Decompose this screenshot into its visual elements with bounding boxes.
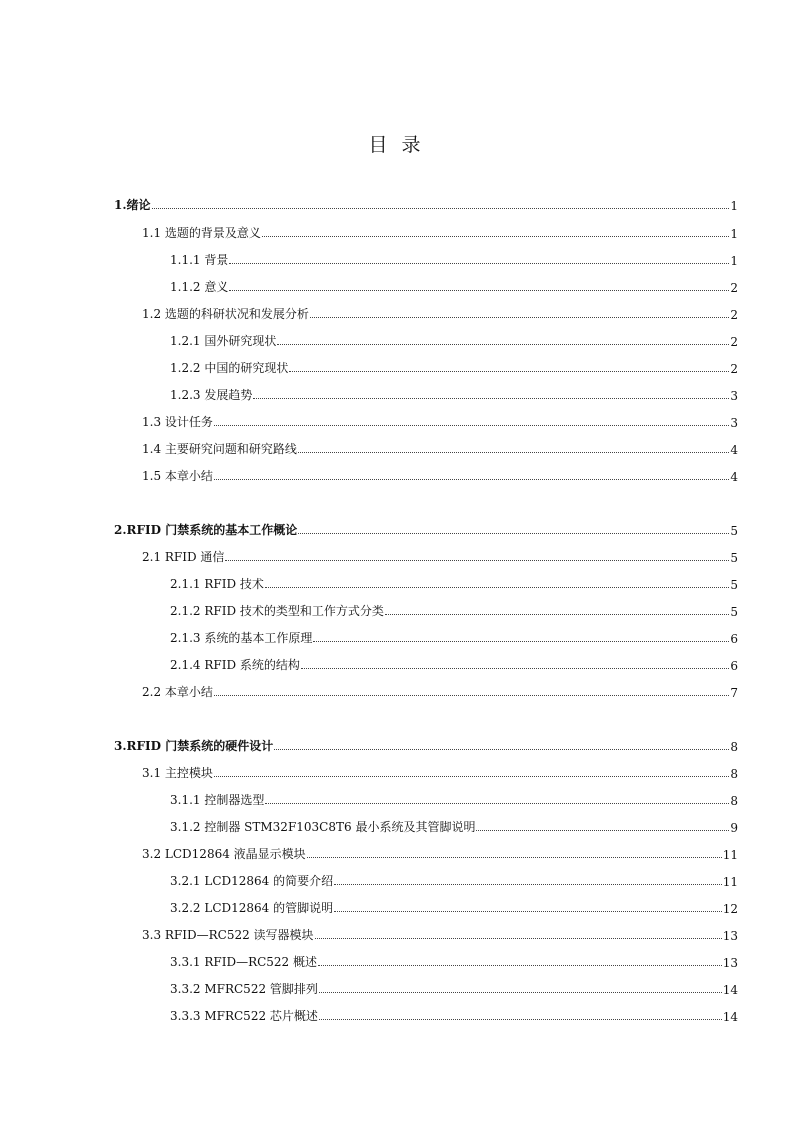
toc-entry-page: 1 bbox=[730, 199, 738, 213]
toc-entry[interactable] bbox=[170, 898, 738, 916]
toc-entry-page: 3 bbox=[730, 389, 738, 403]
toc-entry-label: 3.3.2 MFRC522 管脚排列 bbox=[170, 982, 318, 996]
toc-entry-page: 2 bbox=[730, 281, 738, 295]
dot-leader bbox=[334, 884, 722, 885]
toc-entry-page: 3 bbox=[730, 416, 738, 430]
toc-title: 目 录 bbox=[368, 134, 425, 156]
dot-leader bbox=[265, 803, 729, 804]
toc-entry-page: 8 bbox=[730, 767, 738, 781]
toc-entry[interactable] bbox=[114, 520, 738, 538]
toc-entry-page: 1 bbox=[730, 254, 738, 268]
dot-leader bbox=[313, 641, 729, 642]
toc-entry[interactable] bbox=[170, 250, 738, 268]
toc-entry-page: 5 bbox=[730, 605, 738, 619]
toc-entry[interactable] bbox=[170, 871, 738, 889]
toc-entry[interactable] bbox=[170, 358, 738, 376]
toc-entry-label: 3.2.1 LCD12864 的简要介绍 bbox=[170, 874, 334, 888]
toc-entry[interactable] bbox=[170, 817, 738, 835]
toc-entry-page: 13 bbox=[722, 929, 738, 943]
toc-entry-label: 1.2 选题的科研状况和发展分析 bbox=[142, 307, 309, 321]
toc-entry-page: 5 bbox=[730, 551, 738, 565]
toc-entry-label: 2.1.2 RFID 技术的类型和工作方式分类 bbox=[170, 604, 384, 618]
dot-leader bbox=[214, 695, 729, 696]
toc-entry[interactable] bbox=[142, 925, 738, 943]
toc-entry-label: 1.1.1 背景 bbox=[170, 253, 229, 267]
dot-leader bbox=[310, 317, 729, 318]
dot-leader bbox=[229, 290, 729, 291]
toc-entry-page: 6 bbox=[730, 632, 738, 646]
toc-entry[interactable] bbox=[170, 655, 738, 673]
toc-entry[interactable] bbox=[114, 736, 738, 754]
dot-leader bbox=[225, 560, 729, 561]
toc-entry-page: 13 bbox=[722, 956, 738, 970]
toc-entry[interactable] bbox=[170, 979, 738, 997]
toc-entry-label: 1.4 主要研究问题和研究路线 bbox=[142, 442, 297, 456]
toc-entry-page: 9 bbox=[730, 821, 738, 835]
toc-entry-label: 2.1.3 系统的基本工作原理 bbox=[170, 631, 313, 645]
toc-entry-label: 3.2.2 LCD12864 的管脚说明 bbox=[170, 901, 334, 915]
toc-entry-page: 8 bbox=[730, 794, 738, 808]
toc-entry-page: 11 bbox=[722, 848, 738, 862]
toc-entry-page: 2 bbox=[730, 308, 738, 322]
dot-leader bbox=[229, 263, 729, 264]
dot-leader bbox=[319, 992, 722, 993]
toc-entry[interactable] bbox=[170, 331, 738, 349]
dot-leader bbox=[319, 1019, 722, 1020]
dot-leader bbox=[265, 587, 729, 588]
dot-leader bbox=[253, 398, 729, 399]
toc-entry[interactable] bbox=[142, 439, 738, 457]
toc-entry-page: 14 bbox=[722, 1010, 738, 1024]
toc-entry[interactable] bbox=[170, 628, 738, 646]
toc-entry-label: 2.RFID 门禁系统的基本工作概论 bbox=[114, 523, 298, 537]
toc-entry-label: 1.绪论 bbox=[114, 198, 151, 212]
toc-entry-page: 11 bbox=[722, 875, 738, 889]
dot-leader bbox=[277, 344, 729, 345]
toc-entry[interactable] bbox=[142, 547, 738, 565]
toc-entry-page: 2 bbox=[730, 335, 738, 349]
toc-entry[interactable] bbox=[142, 304, 738, 322]
toc-entry-label: 2.1.1 RFID 技术 bbox=[170, 577, 264, 591]
toc-entry-page: 2 bbox=[730, 362, 738, 376]
toc-entry[interactable] bbox=[142, 682, 738, 700]
toc-entry[interactable] bbox=[170, 277, 738, 295]
toc-entry[interactable] bbox=[170, 385, 738, 403]
dot-leader bbox=[214, 776, 729, 777]
dot-leader bbox=[318, 965, 722, 966]
dot-leader bbox=[301, 668, 729, 669]
toc-entry-page: 4 bbox=[730, 470, 738, 484]
toc-entry[interactable] bbox=[142, 223, 738, 241]
toc-entry-page: 4 bbox=[730, 443, 738, 457]
toc-entry[interactable] bbox=[142, 412, 738, 430]
toc-entry-label: 1.1.2 意义 bbox=[170, 280, 229, 294]
dot-leader bbox=[214, 425, 729, 426]
toc-entry-label: 1.1 选题的背景及意义 bbox=[142, 226, 261, 240]
toc-entry-label: 2.1 RFID 通信 bbox=[142, 550, 225, 564]
dot-leader bbox=[298, 452, 729, 453]
dot-leader bbox=[274, 749, 729, 750]
dot-leader bbox=[307, 857, 722, 858]
dot-leader bbox=[334, 911, 722, 912]
toc-entry[interactable] bbox=[142, 763, 738, 781]
toc-entry-label: 3.1.1 控制器选型 bbox=[170, 793, 265, 807]
toc-entry-page: 5 bbox=[730, 578, 738, 592]
dot-leader bbox=[289, 371, 729, 372]
toc-entry-label: 1.2.1 国外研究现状 bbox=[170, 334, 277, 348]
toc-entry[interactable] bbox=[170, 574, 738, 592]
toc-entry-page: 12 bbox=[722, 902, 738, 916]
toc-entry-page: 7 bbox=[730, 686, 738, 700]
toc-entry[interactable] bbox=[170, 952, 738, 970]
toc-entry-label: 3.1.2 控制器 STM32F103C8T6 最小系统及其管脚说明 bbox=[170, 820, 476, 834]
toc-entry[interactable] bbox=[142, 844, 738, 862]
toc-entry-label: 2.1.4 RFID 系统的结构 bbox=[170, 658, 300, 672]
toc-entry-label: 3.1 主控模块 bbox=[142, 766, 213, 780]
toc-entry-label: 3.3.3 MFRC522 芯片概述 bbox=[170, 1009, 318, 1023]
toc-entry-label: 1.2.3 发展趋势 bbox=[170, 388, 253, 402]
toc-entry[interactable] bbox=[114, 195, 738, 213]
toc-entry-label: 1.5 本章小结 bbox=[142, 469, 213, 483]
toc-entry-label: 1.3 设计任务 bbox=[142, 415, 213, 429]
toc-entry-label: 1.2.2 中国的研究现状 bbox=[170, 361, 289, 375]
dot-leader bbox=[214, 479, 729, 480]
toc-entry-page: 14 bbox=[722, 983, 738, 997]
dot-leader bbox=[152, 208, 729, 209]
dot-leader bbox=[298, 533, 729, 534]
toc-entry-page: 5 bbox=[730, 524, 738, 538]
toc-entry-label: 3.3.1 RFID—RC522 概述 bbox=[170, 955, 318, 969]
toc-entry-page: 8 bbox=[730, 740, 738, 754]
toc-entry-label: 3.RFID 门禁系统的硬件设计 bbox=[114, 739, 274, 753]
toc-entry-label: 2.2 本章小结 bbox=[142, 685, 213, 699]
toc-entry[interactable] bbox=[170, 1006, 738, 1024]
toc-entry[interactable] bbox=[170, 790, 738, 808]
dot-leader bbox=[385, 614, 729, 615]
dot-leader bbox=[315, 938, 722, 939]
toc-entry-label: 3.3 RFID—RC522 读写器模块 bbox=[142, 928, 314, 942]
dot-leader bbox=[476, 830, 729, 831]
toc-entry-page: 1 bbox=[730, 227, 738, 241]
dot-leader bbox=[262, 236, 729, 237]
toc-entry-label: 3.2 LCD12864 液晶显示模块 bbox=[142, 847, 306, 861]
toc-entry[interactable] bbox=[142, 466, 738, 484]
toc-entry[interactable] bbox=[170, 601, 738, 619]
toc-entry-page: 6 bbox=[730, 659, 738, 673]
